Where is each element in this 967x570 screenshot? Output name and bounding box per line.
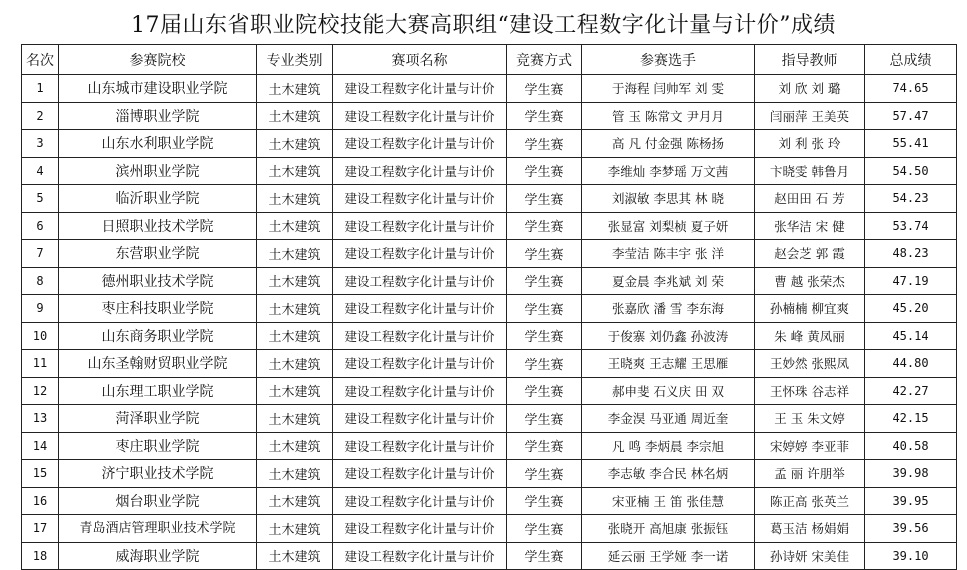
- cell-contestants: 延云丽 王学娅 李一诺: [582, 542, 755, 570]
- cell-event: 建设工程数字化计量与计价: [333, 460, 507, 488]
- cell-school: 济宁职业技术学院: [59, 460, 257, 488]
- cell-rank: 17: [22, 515, 59, 543]
- cell-rank: 13: [22, 405, 59, 433]
- cell-teachers: 刘 利 张 玲: [755, 130, 865, 158]
- cell-teachers: 张华洁 宋 健: [755, 212, 865, 240]
- cell-rank: 9: [22, 295, 59, 323]
- table-row: [22, 75, 957, 103]
- table-row: [22, 515, 957, 543]
- cell-mode: 学生赛: [507, 185, 582, 213]
- cell-contestants: 于海程 闫帅军 刘 雯: [582, 75, 755, 103]
- cell-contestants: 李志敏 李合民 林名炳: [582, 460, 755, 488]
- table-row: [22, 212, 957, 240]
- cell-score: 54.23: [865, 185, 957, 213]
- cell-score: 39.10: [865, 542, 957, 570]
- cell-score: 39.56: [865, 515, 957, 543]
- table-row: [22, 487, 957, 515]
- cell-contestants: 李莹洁 陈丰宇 张 洋: [582, 240, 755, 268]
- cell-category: 土木建筑: [257, 350, 333, 378]
- cell-score: 48.23: [865, 240, 957, 268]
- cell-teachers: 宋婷婷 李亚菲: [755, 432, 865, 460]
- cell-category: 土木建筑: [257, 377, 333, 405]
- cell-category: 土木建筑: [257, 267, 333, 295]
- cell-contestants: 张晓开 高旭康 张振钰: [582, 515, 755, 543]
- cell-mode: 学生赛: [507, 377, 582, 405]
- cell-rank: 10: [22, 322, 59, 350]
- cell-category: 土木建筑: [257, 212, 333, 240]
- cell-category: 土木建筑: [257, 102, 333, 130]
- table-row: [22, 240, 957, 268]
- cell-score: 42.27: [865, 377, 957, 405]
- cell-contestants: 管 玉 陈常文 尹月月: [582, 102, 755, 130]
- cell-score: 54.50: [865, 157, 957, 185]
- cell-mode: 学生赛: [507, 102, 582, 130]
- cell-teachers: 孟 丽 许朋举: [755, 460, 865, 488]
- cell-event: 建设工程数字化计量与计价: [333, 405, 507, 433]
- cell-rank: 3: [22, 130, 59, 158]
- cell-teachers: 陈正高 张英兰: [755, 487, 865, 515]
- cell-contestants: 王晓爽 王志耀 王思雁: [582, 350, 755, 378]
- cell-mode: 学生赛: [507, 157, 582, 185]
- cell-category: 土木建筑: [257, 542, 333, 570]
- header-row: [22, 45, 957, 75]
- cell-score: 42.15: [865, 405, 957, 433]
- cell-school: 日照职业技术学院: [59, 212, 257, 240]
- table-row: [22, 267, 957, 295]
- cell-category: 土木建筑: [257, 130, 333, 158]
- cell-school: 山东圣翰财贸职业学院: [59, 350, 257, 378]
- cell-contestants: 张显富 刘梨桢 夏子妍: [582, 212, 755, 240]
- cell-category: 土木建筑: [257, 295, 333, 323]
- table-row: [22, 350, 957, 378]
- header-teachers: 指导教师: [755, 45, 865, 75]
- cell-category: 土木建筑: [257, 185, 333, 213]
- cell-contestants: 郝申斐 石义庆 田 双: [582, 377, 755, 405]
- cell-contestants: 高 凡 付金强 陈杨扬: [582, 130, 755, 158]
- table-row: [22, 185, 957, 213]
- cell-category: 土木建筑: [257, 460, 333, 488]
- cell-score: 74.65: [865, 75, 957, 103]
- cell-school: 淄博职业学院: [59, 102, 257, 130]
- cell-teachers: 孙诗妍 宋美佳: [755, 542, 865, 570]
- cell-score: 39.95: [865, 487, 957, 515]
- cell-teachers: 葛玉洁 杨娟娟: [755, 515, 865, 543]
- cell-rank: 6: [22, 212, 59, 240]
- cell-score: 53.74: [865, 212, 957, 240]
- cell-event: 建设工程数字化计量与计价: [333, 432, 507, 460]
- cell-category: 土木建筑: [257, 322, 333, 350]
- cell-school: 菏泽职业学院: [59, 405, 257, 433]
- cell-school: 东营职业学院: [59, 240, 257, 268]
- cell-event: 建设工程数字化计量与计价: [333, 267, 507, 295]
- table-row: [22, 460, 957, 488]
- cell-contestants: 宋亚楠 王 笛 张佳慧: [582, 487, 755, 515]
- cell-event: 建设工程数字化计量与计价: [333, 295, 507, 323]
- cell-mode: 学生赛: [507, 405, 582, 433]
- cell-event: 建设工程数字化计量与计价: [333, 130, 507, 158]
- cell-mode: 学生赛: [507, 130, 582, 158]
- cell-event: 建设工程数字化计量与计价: [333, 157, 507, 185]
- table-row: [22, 322, 957, 350]
- cell-mode: 学生赛: [507, 240, 582, 268]
- header-school: 参赛院校: [59, 45, 257, 75]
- cell-rank: 7: [22, 240, 59, 268]
- table-header: [22, 45, 957, 75]
- header-score: 总成绩: [865, 45, 957, 75]
- cell-school: 临沂职业学院: [59, 185, 257, 213]
- cell-school: 山东商务职业学院: [59, 322, 257, 350]
- cell-teachers: 孙楠楠 柳宜爽: [755, 295, 865, 323]
- header-category: 专业类别: [257, 45, 333, 75]
- cell-category: 土木建筑: [257, 432, 333, 460]
- table-row: [22, 157, 957, 185]
- cell-category: 土木建筑: [257, 405, 333, 433]
- cell-contestants: 李金淏 马亚通 周近奎: [582, 405, 755, 433]
- cell-teachers: 卞晓雯 韩鲁月: [755, 157, 865, 185]
- cell-score: 39.98: [865, 460, 957, 488]
- cell-contestants: 张嘉欣 潘 雪 李东海: [582, 295, 755, 323]
- cell-event: 建设工程数字化计量与计价: [333, 542, 507, 570]
- cell-teachers: 朱 峰 黄凤丽: [755, 322, 865, 350]
- table-row: [22, 295, 957, 323]
- cell-event: 建设工程数字化计量与计价: [333, 515, 507, 543]
- cell-contestants: 夏金晨 李兆斌 刘 荣: [582, 267, 755, 295]
- table-row: [22, 432, 957, 460]
- cell-event: 建设工程数字化计量与计价: [333, 240, 507, 268]
- cell-mode: 学生赛: [507, 295, 582, 323]
- cell-event: 建设工程数字化计量与计价: [333, 102, 507, 130]
- cell-contestants: 凡 鸣 李炳晨 李宗旭: [582, 432, 755, 460]
- cell-score: 45.20: [865, 295, 957, 323]
- cell-category: 土木建筑: [257, 487, 333, 515]
- cell-rank: 14: [22, 432, 59, 460]
- cell-score: 57.47: [865, 102, 957, 130]
- cell-mode: 学生赛: [507, 267, 582, 295]
- cell-teachers: 曹 越 张荣杰: [755, 267, 865, 295]
- table-row: [22, 102, 957, 130]
- cell-teachers: 王 玉 朱文婷: [755, 405, 865, 433]
- cell-score: 55.41: [865, 130, 957, 158]
- cell-mode: 学生赛: [507, 432, 582, 460]
- cell-teachers: 王怀珠 谷志祥: [755, 377, 865, 405]
- cell-school: 滨州职业学院: [59, 157, 257, 185]
- cell-mode: 学生赛: [507, 75, 582, 103]
- cell-event: 建设工程数字化计量与计价: [333, 487, 507, 515]
- cell-school: 枣庄科技职业学院: [59, 295, 257, 323]
- cell-rank: 2: [22, 102, 59, 130]
- cell-score: 40.58: [865, 432, 957, 460]
- cell-rank: 4: [22, 157, 59, 185]
- header-event: 赛项名称: [333, 45, 507, 75]
- header-contestants: 参赛选手: [582, 45, 755, 75]
- cell-contestants: 刘淑敏 李思其 林 晓: [582, 185, 755, 213]
- cell-teachers: 刘 欣 刘 璐: [755, 75, 865, 103]
- cell-school: 枣庄职业学院: [59, 432, 257, 460]
- results-table: [21, 44, 957, 570]
- cell-mode: 学生赛: [507, 487, 582, 515]
- header-rank: 名次: [22, 45, 59, 75]
- cell-mode: 学生赛: [507, 542, 582, 570]
- cell-event: 建设工程数字化计量与计价: [333, 75, 507, 103]
- cell-mode: 学生赛: [507, 322, 582, 350]
- table-row: [22, 542, 957, 570]
- cell-school: 青岛酒店管理职业技术学院: [59, 515, 257, 543]
- table-row: [22, 377, 957, 405]
- cell-teachers: 王妙然 张熙凤: [755, 350, 865, 378]
- cell-score: 47.19: [865, 267, 957, 295]
- table-row: [22, 405, 957, 433]
- table-row: [22, 130, 957, 158]
- cell-category: 土木建筑: [257, 75, 333, 103]
- cell-rank: 1: [22, 75, 59, 103]
- cell-school: 威海职业学院: [59, 542, 257, 570]
- cell-rank: 15: [22, 460, 59, 488]
- cell-score: 44.80: [865, 350, 957, 378]
- cell-event: 建设工程数字化计量与计价: [333, 377, 507, 405]
- cell-teachers: 闫丽萍 王美英: [755, 102, 865, 130]
- cell-school: 山东理工职业学院: [59, 377, 257, 405]
- cell-category: 土木建筑: [257, 240, 333, 268]
- cell-school: 山东水利职业学院: [59, 130, 257, 158]
- cell-school: 山东城市建设职业学院: [59, 75, 257, 103]
- cell-score: 45.14: [865, 322, 957, 350]
- cell-contestants: 李维灿 李梦瑶 万文茜: [582, 157, 755, 185]
- cell-rank: 12: [22, 377, 59, 405]
- cell-mode: 学生赛: [507, 212, 582, 240]
- cell-rank: 11: [22, 350, 59, 378]
- cell-mode: 学生赛: [507, 350, 582, 378]
- cell-contestants: 于俊寨 刘仍鑫 孙波涛: [582, 322, 755, 350]
- cell-mode: 学生赛: [507, 515, 582, 543]
- header-mode: 竞赛方式: [507, 45, 582, 75]
- cell-rank: 16: [22, 487, 59, 515]
- cell-event: 建设工程数字化计量与计价: [333, 185, 507, 213]
- cell-event: 建设工程数字化计量与计价: [333, 322, 507, 350]
- cell-event: 建设工程数字化计量与计价: [333, 350, 507, 378]
- cell-rank: 8: [22, 267, 59, 295]
- cell-rank: 18: [22, 542, 59, 570]
- table-body: [22, 75, 957, 570]
- cell-teachers: 赵会芝 郭 霞: [755, 240, 865, 268]
- cell-teachers: 赵田田 石 芳: [755, 185, 865, 213]
- cell-school: 德州职业技术学院: [59, 267, 257, 295]
- document-title: 17届山东省职业院校技能大赛高职组“建设工程数字化计量与计价”成绩: [131, 13, 836, 38]
- cell-school: 烟台职业学院: [59, 487, 257, 515]
- cell-mode: 学生赛: [507, 460, 582, 488]
- cell-event: 建设工程数字化计量与计价: [333, 212, 507, 240]
- cell-rank: 5: [22, 185, 59, 213]
- cell-category: 土木建筑: [257, 515, 333, 543]
- cell-category: 土木建筑: [257, 157, 333, 185]
